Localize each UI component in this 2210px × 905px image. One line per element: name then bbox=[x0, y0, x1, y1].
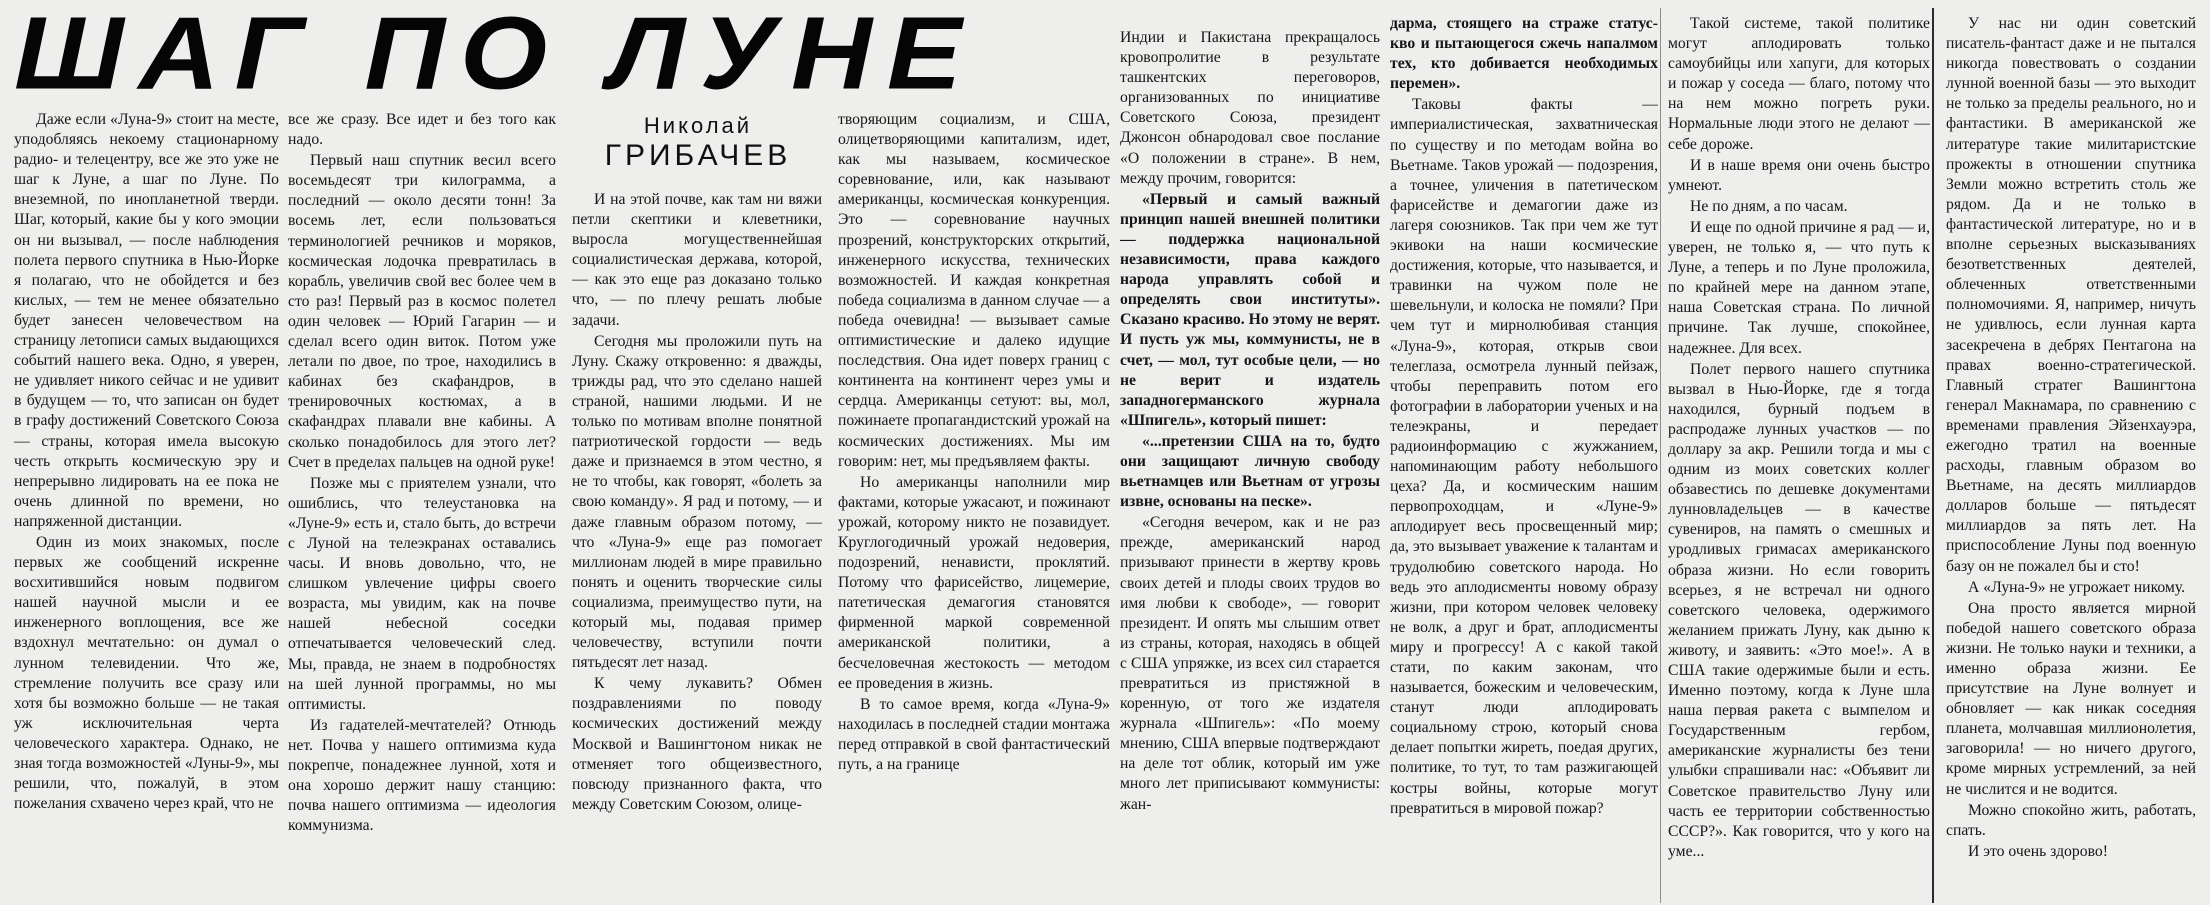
article-paragraph: А «Луна-9» не угрожает никому. bbox=[1968, 578, 2186, 596]
article-paragraph: Не по дням, а по часам. bbox=[1690, 197, 1848, 215]
article-paragraph: творяющим социализм, и США, олицетворяющими капитализм, идет, как мы называем, космическое соревнование, или, как называют американцы, космическая конкуренция. Это — соревнование научных прозрений, конструкторских открытий, инженерного искусства, технических возможностей. И каждая конкретная победа социализма в данном случае — а победа очевидна! — вызывает самые оптимистические и далеко идущие последствия. Она идет поверх границ с континента на континент через умы и сердца. Американцы сетуют: вы, мол, пожинаете пропагандистский урожай на космических достижениях. Мы им говорим: нет, мы предъявляем факты. bbox=[838, 111, 1110, 470]
article-paragraph: К чему лукавить? Обмен поздравлениями по поводу космических достижений между Москвой и Вашингтоном никак не отменяет того общеизвестного, повсюду признанного факта, что между Советским Союзом, олице- bbox=[572, 675, 822, 813]
article-paragraph: И еще по одной причине я рад — и, уверен, не только я, — что путь к Луне, а теперь и по Луне проложила, по крайней мере на данном этапе, наша Советская страна. По личной причине. Так лучше, спокойнее, надежнее. Для всех. bbox=[1668, 218, 1930, 357]
article-paragraph: «Первый и самый важный принцип нашей внешней политики — поддержка национальной независимости, права каждого народа управлять собой и определять свои институты». Сказано красиво. Но этому не верят. И пусть уж мы, коммунисты, не в счет, — мол, тут особые цели, — но не верит и издатель западногерманского журнала «Шпигель», который пишет: bbox=[1120, 190, 1380, 429]
column-5 bbox=[1120, 28, 1380, 903]
column-rule bbox=[1932, 8, 1934, 903]
article-paragraph: Один из моих знакомых, после первых же сообщений искренне восхитившийся новым подвигом нашей научной мысли и ее инженерного воплощения, все же вздохнул мечтательно: он думал о лунном телевидении. Что же, стремление получить все сразу или хотя бы возможно больше — не такая уж исключительная черта человеческого характера. Однако, не зная тогда возможностей «Луны-9», мы решили, что, пожалуй, в этом пожелания схвачено через край, что не bbox=[14, 533, 279, 813]
column-8 bbox=[1946, 14, 2196, 903]
article-paragraph: Индии и Пакистана прекращалось кровопролитие в результате ташкентских переговоров, организованных по инициативе Советского Союза, президент Джонсон обнародовал свое послание «О положении в стране». В нем, между прочим, говорится: bbox=[1120, 29, 1380, 187]
article-paragraph: дарма, стоящего на страже статус-кво и пытающегося сжечь напалмом тех, кто добивается необходимых перемен». bbox=[1390, 15, 1658, 93]
article-paragraph: Сегодня мы проложили путь на Луну. Скажу откровенно: я дважды, трижды рад, что это сделано нашей страной, нашими людьми. И не только по мотивам вполне понятной патриотической гордости — ведь даже и признаемся в этом честно, я не то чтобы, как говорят, «болеть за свою команду». Я рад и потому, — и даже главным образом потому, — что «Луна-9» еще раз помогает миллионам людей в мире правильно понять и оценить творческие силы социализма, преимущество пути, на который мы, подавая пример человечеству, вступили почти пятьдесят лет назад. bbox=[572, 332, 822, 672]
author-last-name: ГРИБАЧЕВ bbox=[604, 139, 792, 172]
article-headline: ШАГ ПО ЛУНЕ bbox=[14, 0, 977, 111]
author-first-name: Николай bbox=[643, 113, 753, 138]
article-byline bbox=[578, 113, 818, 173]
column-3 bbox=[572, 190, 822, 903]
article-paragraph: Можно спокойно жить, работать, спать. bbox=[1946, 801, 2196, 839]
article-paragraph: И на этой почве, как там ни вяжи петли скептики и клеветники, выросла могущественнейшая социалистическая держава, которой, — как это еще раз доказано только что, — по плечу решать любые задачи. bbox=[572, 191, 822, 329]
article-paragraph: Полет первого нашего спутника вызвал в Нью-Йорке, где я тогда находился, бурный подъем в распродаже лунных участков — по доллару за акр. Решили тогда и мы с одним из моих советских коллег обзавестись по дешевке документами лунновладельцев — в качестве сувениров, на память о смешных и уродливых гримасах американского образа жизни. Но если говорить всерьез, я не встречал ни одного советского человека, одержимого желанием прижать Луну, как дыню к животу, и заявить: «Это мое!». А в США такие одержимые были и есть. Именно поэтому, когда к Луне шла наша первая ракета с вымпелом и Государственным гербом, американские журналисты без тени улыбки спрашивали нас: «Объявит ли Советское правительство Луну или часть ее территории собственностью СССР?». Как говорится, что у кого на уме... bbox=[1668, 360, 1930, 860]
article-paragraph: Таковы факты — империалистическая, захватническая по существу и по методам война во Вьетнаме. Таков урожай — подозрения, а точнее, уличения в патетическом фарисействе и демагогии даже из лагеря союзников. Так при чем же тут экивоки на наши космические достижения, которые, что называется, и травинки на чужом поле не шевельнули, и колоска не помяли? При чем тут и мирнолюбивая станция «Луна-9», которая, открыв свои телеглаза, осмотрела лунный пейзаж, чтобы переправить потом его фотографии в лаборатории ученых и на телеэкраны, и передает радиоинформацию с жужжанием, напоминающим работу небольшого цеха? Да, и космическим нашим первопроходцам, и «Луне-9» аплодирует весь просвещенный мир; да, это вызывает уважение к талантам и трудолюбию советского народа. Но ведь это аплодисменты новому образу жизни, при котором человек человеку не волк, а друг и брат, аплодисменты миру и прогрессу! А с какой такой стати, по каким законам, что называется, божеским и человеческим, станут люди аплодировать социальному строю, который снова делает попытки жиреть, поедая других, политике, то тут, то там разжигающей костры войны, которые могут превратиться в мировой пожар? bbox=[1390, 96, 1658, 817]
article-paragraph: Первый наш спутник весил всего восемьдесят три килограмма, а последний — около десяти тонн! За восемь лет, если пользоваться терминологией речников и моряков, космическая лодочка превратилась в корабль, увеличив свой вес более чем в сто раз! Первый раз в космос полетел один человек — Юрий Гагарин — и сделал всего один виток. Потом уже летали по двое, по трое, находились в кабинах без скафандров, в тренировочных костюмах, а в скафандрах плавали вне кабины. А сколько понадобилось для этого лет? Счет в пределах пальцев на одной руке! bbox=[288, 152, 556, 471]
article-paragraph: «...претензии США на то, будто они защищают личную свободу вьетнамцев или Вьетнам от угрозы извне, основаны на песке». bbox=[1120, 432, 1380, 511]
article-paragraph: Из гадателей-мечтателей? Отнюдь нет. Почва у нашего оптимизма куда покрепче, понадежнее лунной, хотя и она хорошо держит нашу станцию: почва нашего оптимизма — идеология коммунизма. bbox=[288, 716, 556, 835]
column-rule bbox=[1660, 8, 1661, 903]
column-2 bbox=[288, 110, 556, 903]
article-paragraph: Она просто является мирной победой нашего советского образа жизни. Не только науки и техники, а именно образа жизни. Ее присутствие на Луне волнует и обновляет — как никак соседняя планета, молчавшая миллионолетия, заговорила! — но ничего другого, кроме мирных устремлений, за ней не числится и не водится. bbox=[1946, 599, 2196, 798]
article-paragraph: И в наше время они очень быстро умнеют. bbox=[1668, 156, 1930, 194]
article-paragraph: Даже если «Луна-9» стоит на месте, уподобляясь некоему стационарному радио- и телецентру, все же это уже не шаг к Луне, а шаг по Луне. По внеземной, по инопланетной тверди. Шаг, который, какие бы у кого эмоции он ни вызывал, — после наблюдения полета первого спутника в Нью-Йорке я полагаю, что не обойдется и без кислых, — тем не менее обязательно будет занесен человечеством на страницу летописи самых выдающихся событий нашего века. Одно, я уверен, не удивляет никого сейчас и не удивит в будущем — то, что записан он будет в графу достижений Советского Союза — страны, которая имела высокую честь открыть космическую эру и непрерывно лидировать на ее пока не очень длинной по времени, но напряженной дистанции. bbox=[14, 111, 279, 530]
column-1 bbox=[14, 110, 279, 903]
article-paragraph: И это очень здорово! bbox=[1968, 842, 2108, 860]
column-7 bbox=[1668, 14, 1930, 903]
article-paragraph: «Сегодня вечером, как и не раз прежде, американский народ призывают принести в жертву кровь своих детей и плоды своих трудов во имя любви к свободе», — говорит президент. И опять мы слышим ответ из страны, которая, находясь в общей с США упряжке, из всех сил старается превратиться из пристяжной в коренную, от того же издателя журнала «Шпигель»: «По моему мнению, США впервые подтверждают на деле тот облик, который им уже много лет приписывают коммунисты: жан- bbox=[1120, 514, 1380, 813]
article-paragraph: все же сразу. Все идет и без того как надо. bbox=[288, 111, 556, 149]
column-6 bbox=[1390, 14, 1658, 903]
article-paragraph: Но американцы наполнили мир фактами, которые ужасают, и пожинают урожай, которому никто не позавидует. Круглогодичный урожай недоверия, подозрений, ненависти, проклятий. Потому что фарисейство, лицемерие, патетическая демагогия становятся фирменной маркой современной американской политики, а бесчеловечная жестокость — методом ее проведения в жизнь. bbox=[838, 473, 1110, 692]
article-paragraph: Такой системе, такой политике могут аплодировать только самоубийцы или хапуги, для которых и пожар у соседа — благо, потому что на нем можно погреть руки. Нормальные люди этого не делают — себе дороже. bbox=[1668, 15, 1930, 153]
column-4 bbox=[838, 110, 1110, 903]
article-paragraph: В то самое время, когда «Луна-9» находилась в последней стадии монтажа перед отправкой в свой фантастический путь, а на границе bbox=[838, 695, 1110, 773]
article-paragraph: У нас ни один советский писатель-фантаст даже и не пытался никогда повествовать о создании лунной военной базы — это выходит не только за пределы реального, но и фантастики. В американской же литературе такие милитаристские прожекты в отношении спутника Земли можно встретить столь же рядом. Да и не только в фантастической литературе, но и в вполне серьезных высказываниях безответственных деятелей, облеченных ответственными полномочиями. Я, например, ничуть не удивлюсь, если лунная карта засекречена в дебрях Пентагона на правах военно-стратегической. Главный стратег Вашингтона генерал Макнамара, по сравнению с временами правления Эйзенхауэра, ежегодно тратил на военные расходы, главным образом во Вьетнаме, на десять миллиардов долларов больше — пятьдесят миллиардов за пять лет. На приспособление Луны под военную базу он не пожалел бы и сто! bbox=[1946, 15, 2196, 575]
article-paragraph: Позже мы с приятелем узнали, что ошиблись, что телеустановка на «Луне-9» есть и, стало быть, до встречи с Луной на телеэкранах оставались часы. И вновь довольно, что, не слишком увлечение цифры своего возраста, мы увидим, как на почве нашей небесной соседки отпечатывается человеческий след. Мы, правда, не знаем в подробностях на шей лунной программы, но мы оптимисты. bbox=[288, 474, 556, 713]
